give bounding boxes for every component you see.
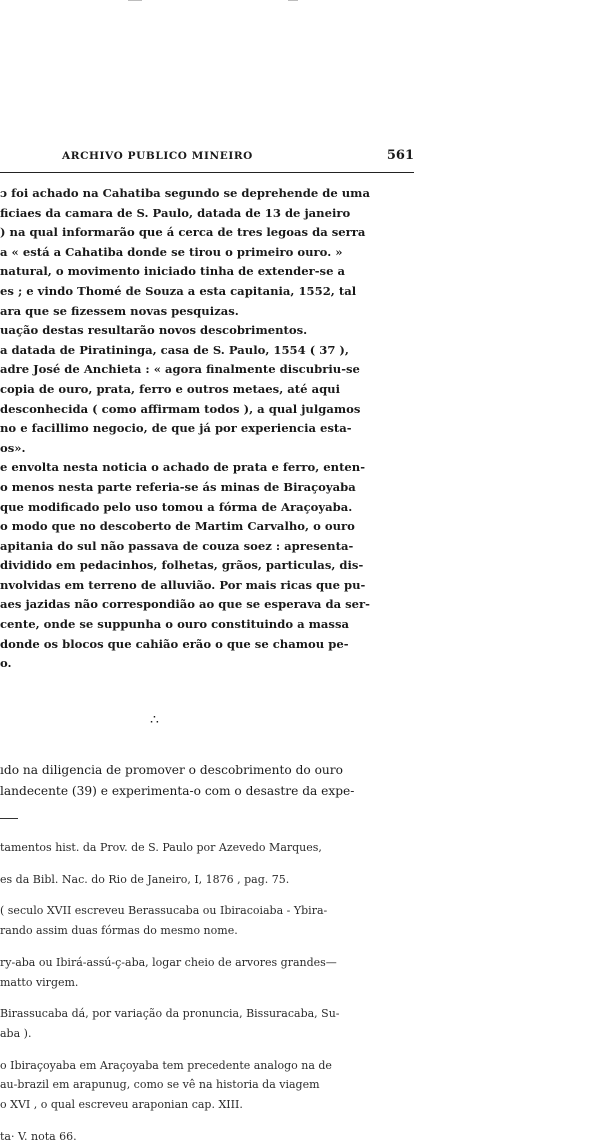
body-line: os». [0, 440, 26, 455]
body-line: aes jazidas não correspondião ao que se esperava da ser- [0, 597, 370, 612]
body-line: desconhecida ( como affirmam todos ), a qual julgamos [0, 401, 361, 416]
body-line: uação destas resultarão novos descobrimentos. [0, 323, 308, 338]
scan-edge-mark [288, 0, 298, 1]
footnote-line: ta· V. nota 66. [0, 1129, 77, 1143]
body-line: ara que se fizessem novas pesquizas. [0, 303, 239, 318]
section-separator: ∴ [150, 712, 159, 728]
body-line: a datada de Piratininga, casa de S. Paulo, 1554 ( 37 ), [0, 342, 349, 357]
header-rule [0, 172, 414, 173]
footnote-line: ry-aba ou Ibirá-assú-ç-aba, logar cheio de arvores grandes— [0, 955, 337, 969]
body-line: o menos nesta parte referia-se ás minas de Biraçoyaba [0, 479, 356, 494]
footnote-line: ( seculo XVII escreveu Berassucaba ou Ibiracoiaba - Ybira- [0, 904, 328, 918]
body-line: a « está a Cahatiba donde se tirou o primeiro ouro. » [0, 244, 343, 259]
body-line: ıdo na diligencia de promover o descobrimento do ouro [0, 763, 343, 777]
footnote-line: o Ibiraçoyaba em Araçoyaba tem precedente analogo na de [0, 1058, 332, 1072]
footnote-gap [0, 1044, 420, 1056]
footnote-line: aba ). [0, 1026, 32, 1040]
main-body-text [0, 184, 420, 674]
footnote-line: rando assim duas fórmas do mesmo nome. [0, 924, 238, 938]
body-line: no e facillimo negocio, de que já por experiencia esta- [0, 421, 352, 436]
running-header-title: ARCHIVO PUBLICO MINEIRO [62, 150, 253, 162]
footnote-line: au-brazil em arapunug, como se vê na historia da viagem [0, 1078, 320, 1092]
footnote-gap [0, 941, 420, 953]
footnote-gap [0, 889, 420, 901]
footnote-line: o XVI , o qual escreveu araponian cap. XIII. [0, 1098, 243, 1112]
body-line: ɔ foi achado na Cahatiba segundo se deprehende de uma [0, 186, 370, 200]
body-line: natural, o movimento iniciado tinha de extender-se a [0, 264, 346, 279]
footnote-gap [0, 858, 420, 870]
body-line: que modificado pelo uso tomou a fórma de Araçoyaba. [0, 499, 353, 514]
footnote-gap [0, 992, 420, 1004]
footnote-line: tamentos hist. da Prov. de S. Paulo por Azevedo Marques, [0, 841, 322, 854]
body-line: o. [0, 656, 12, 671]
body-line: o modo que no descoberto de Martim Carvalho, o ouro [0, 519, 355, 534]
body-line: ) na qual informarão que á cerca de tres legoas da serra [0, 225, 366, 240]
body-line: nvolvidas em terreno de alluvião. Por mais ricas que pu- [0, 577, 366, 592]
body-line: e envolta nesta noticia o achado de prata e ferro, enten- [0, 460, 366, 475]
body-line: dividido em pedacinhos, folhetas, grãos, particulas, dis- [0, 558, 364, 573]
footnote-line: es da Bibl. Nac. do Rio de Janeiro, I, 1876 , pag. 75. [0, 872, 290, 886]
footnote-line: matto virgem. [0, 975, 79, 989]
scan-edge-mark [128, 0, 142, 1]
body-line: cente, onde se suppunha o ouro constituindo a massa [0, 617, 350, 632]
body-line: donde os blocos que cahião erão o que se chamou pe- [0, 636, 349, 651]
body-line: adre José de Anchieta : « agora finalmente discubriu-se [0, 362, 360, 377]
body-line: es ; e vindo Thomé de Souza a esta capitania, 1552, tal [0, 283, 357, 298]
footnote-line: Birassucaba dá, por variação da pronuncia, Bissuracaba, Su- [0, 1007, 340, 1021]
footnote-gap [0, 1115, 420, 1127]
body-line: copia de ouro, prata, ferro e outros metaes, até aqui [0, 381, 341, 396]
footnote-rule [0, 818, 18, 819]
page-number: 561 [386, 148, 414, 163]
body-line: apitania do sul não passava de couza soez : apresenta- [0, 538, 354, 553]
footnotes [0, 838, 420, 1146]
body-line: landecente (39) e experimenta-o com o desastre da expe- [0, 783, 355, 798]
continuation-text [0, 760, 420, 801]
body-line: ficiaes da camara de S. Paulo, datada de 13 de janeiro [0, 205, 351, 220]
